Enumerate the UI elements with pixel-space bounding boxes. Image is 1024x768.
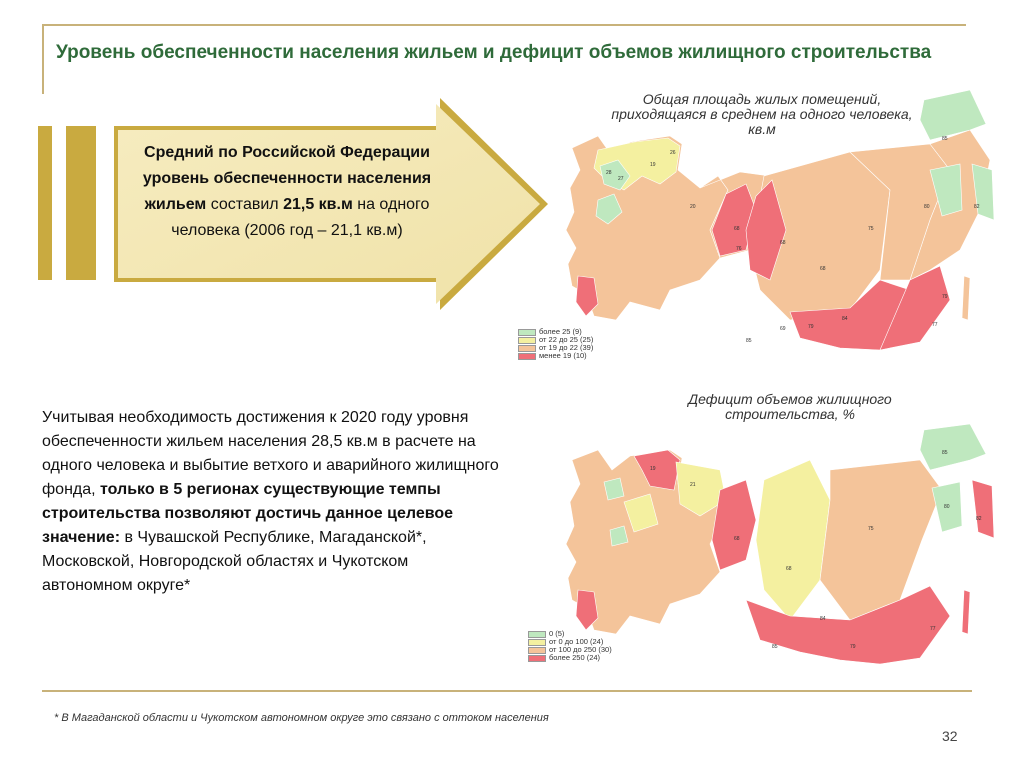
svg-text:75: 75 — [868, 226, 874, 232]
svg-text:68: 68 — [780, 240, 786, 246]
svg-text:19: 19 — [650, 162, 656, 168]
svg-text:26: 26 — [670, 150, 676, 156]
page-title: Уровень обеспеченности населения жильем и дефицит объемов жилищного строительства — [56, 42, 932, 63]
body-paragraph — [42, 406, 502, 598]
svg-text:75: 75 — [868, 526, 874, 532]
legend-swatch — [518, 337, 536, 344]
legend-label: от 0 до 100 (24) — [549, 637, 604, 646]
svg-text:82: 82 — [974, 204, 980, 210]
map1-russia — [550, 80, 1020, 380]
legend-swatch — [528, 631, 546, 638]
legend-label: от 100 до 250 (30) — [549, 645, 612, 654]
body-part-a: Учитывая необходимость достижения к 2020 году уровня обеспеченности жильем населения 28,5 кв.м в расчете на одного человека и выбытие ветхого и аварийного жилищного фонда, — [42, 409, 499, 498]
svg-text:69: 69 — [780, 326, 786, 332]
callout-part3: 21,5 кв.м — [283, 196, 353, 213]
bottom-rule — [42, 690, 972, 692]
callout-part2: составил — [210, 196, 279, 213]
svg-text:77: 77 — [930, 626, 936, 632]
callout-part4: на одного человека (2006 год – 21,1 кв.м) — [171, 196, 430, 239]
callout-text — [120, 140, 454, 244]
svg-text:20: 20 — [690, 204, 696, 210]
legend-swatch — [528, 647, 546, 654]
legend-label: менее 19 (10) — [539, 351, 587, 360]
map1-title: Общая площадь жилых помещений, приходящаяся в среднем на одного человека, кв.м — [611, 91, 913, 137]
legend-swatch — [518, 329, 536, 336]
svg-text:84: 84 — [820, 616, 826, 622]
svg-text:79: 79 — [850, 644, 856, 650]
legend-swatch — [528, 655, 546, 662]
svg-text:82: 82 — [976, 516, 982, 522]
legend-label: от 22 до 25 (25) — [539, 335, 594, 344]
svg-text:68: 68 — [786, 566, 792, 572]
svg-text:85: 85 — [942, 136, 948, 142]
legend-label: от 19 до 22 (39) — [539, 343, 594, 352]
map1-legend-item — [518, 352, 593, 360]
svg-text:85: 85 — [772, 644, 778, 650]
svg-text:68: 68 — [820, 266, 826, 272]
map2-russia — [550, 420, 1020, 690]
legend-label: более 250 (24) — [549, 653, 601, 662]
svg-text:68: 68 — [734, 536, 740, 542]
svg-text:84: 84 — [842, 316, 848, 322]
svg-text:28: 28 — [606, 170, 612, 176]
body-part-c: в Чувашской Республике, Магаданской*, Московской, Новгородской областях и Чукотском автономном округе* — [42, 529, 427, 594]
callout-part1: Средний по Российской Федерации уровень обеспеченности населения жильем — [142, 144, 432, 213]
svg-text:79: 79 — [808, 324, 814, 330]
legend-swatch — [518, 345, 536, 352]
svg-text:79: 79 — [942, 294, 948, 300]
svg-text:80: 80 — [924, 204, 930, 210]
svg-text:85: 85 — [942, 450, 948, 456]
map2-legend-item — [528, 654, 612, 662]
body-part-b: только в 5 регионах существующие темпы строительства позволяют достичь данное целевое значение: — [42, 481, 454, 546]
svg-text:68: 68 — [734, 226, 740, 232]
svg-text:27: 27 — [618, 176, 624, 182]
svg-text:80: 80 — [944, 504, 950, 510]
svg-text:76: 76 — [736, 246, 742, 252]
svg-text:77: 77 — [932, 322, 938, 328]
map2-title: Дефицит объемов жилищного строительства, % — [688, 391, 892, 422]
page-number: 32 — [942, 728, 958, 744]
svg-text:19: 19 — [650, 466, 656, 472]
map2-legend — [528, 630, 612, 662]
svg-text:85: 85 — [746, 338, 752, 344]
map1-legend — [518, 328, 593, 360]
svg-text:21: 21 — [690, 482, 696, 488]
legend-swatch — [518, 353, 536, 360]
legend-label: 0 (5) — [549, 629, 565, 638]
legend-swatch — [528, 639, 546, 646]
footnote: * В Магаданской области и Чукотском автономном округе это связано с оттоком населения — [54, 712, 549, 724]
legend-label: более 25 (9) — [539, 327, 582, 336]
